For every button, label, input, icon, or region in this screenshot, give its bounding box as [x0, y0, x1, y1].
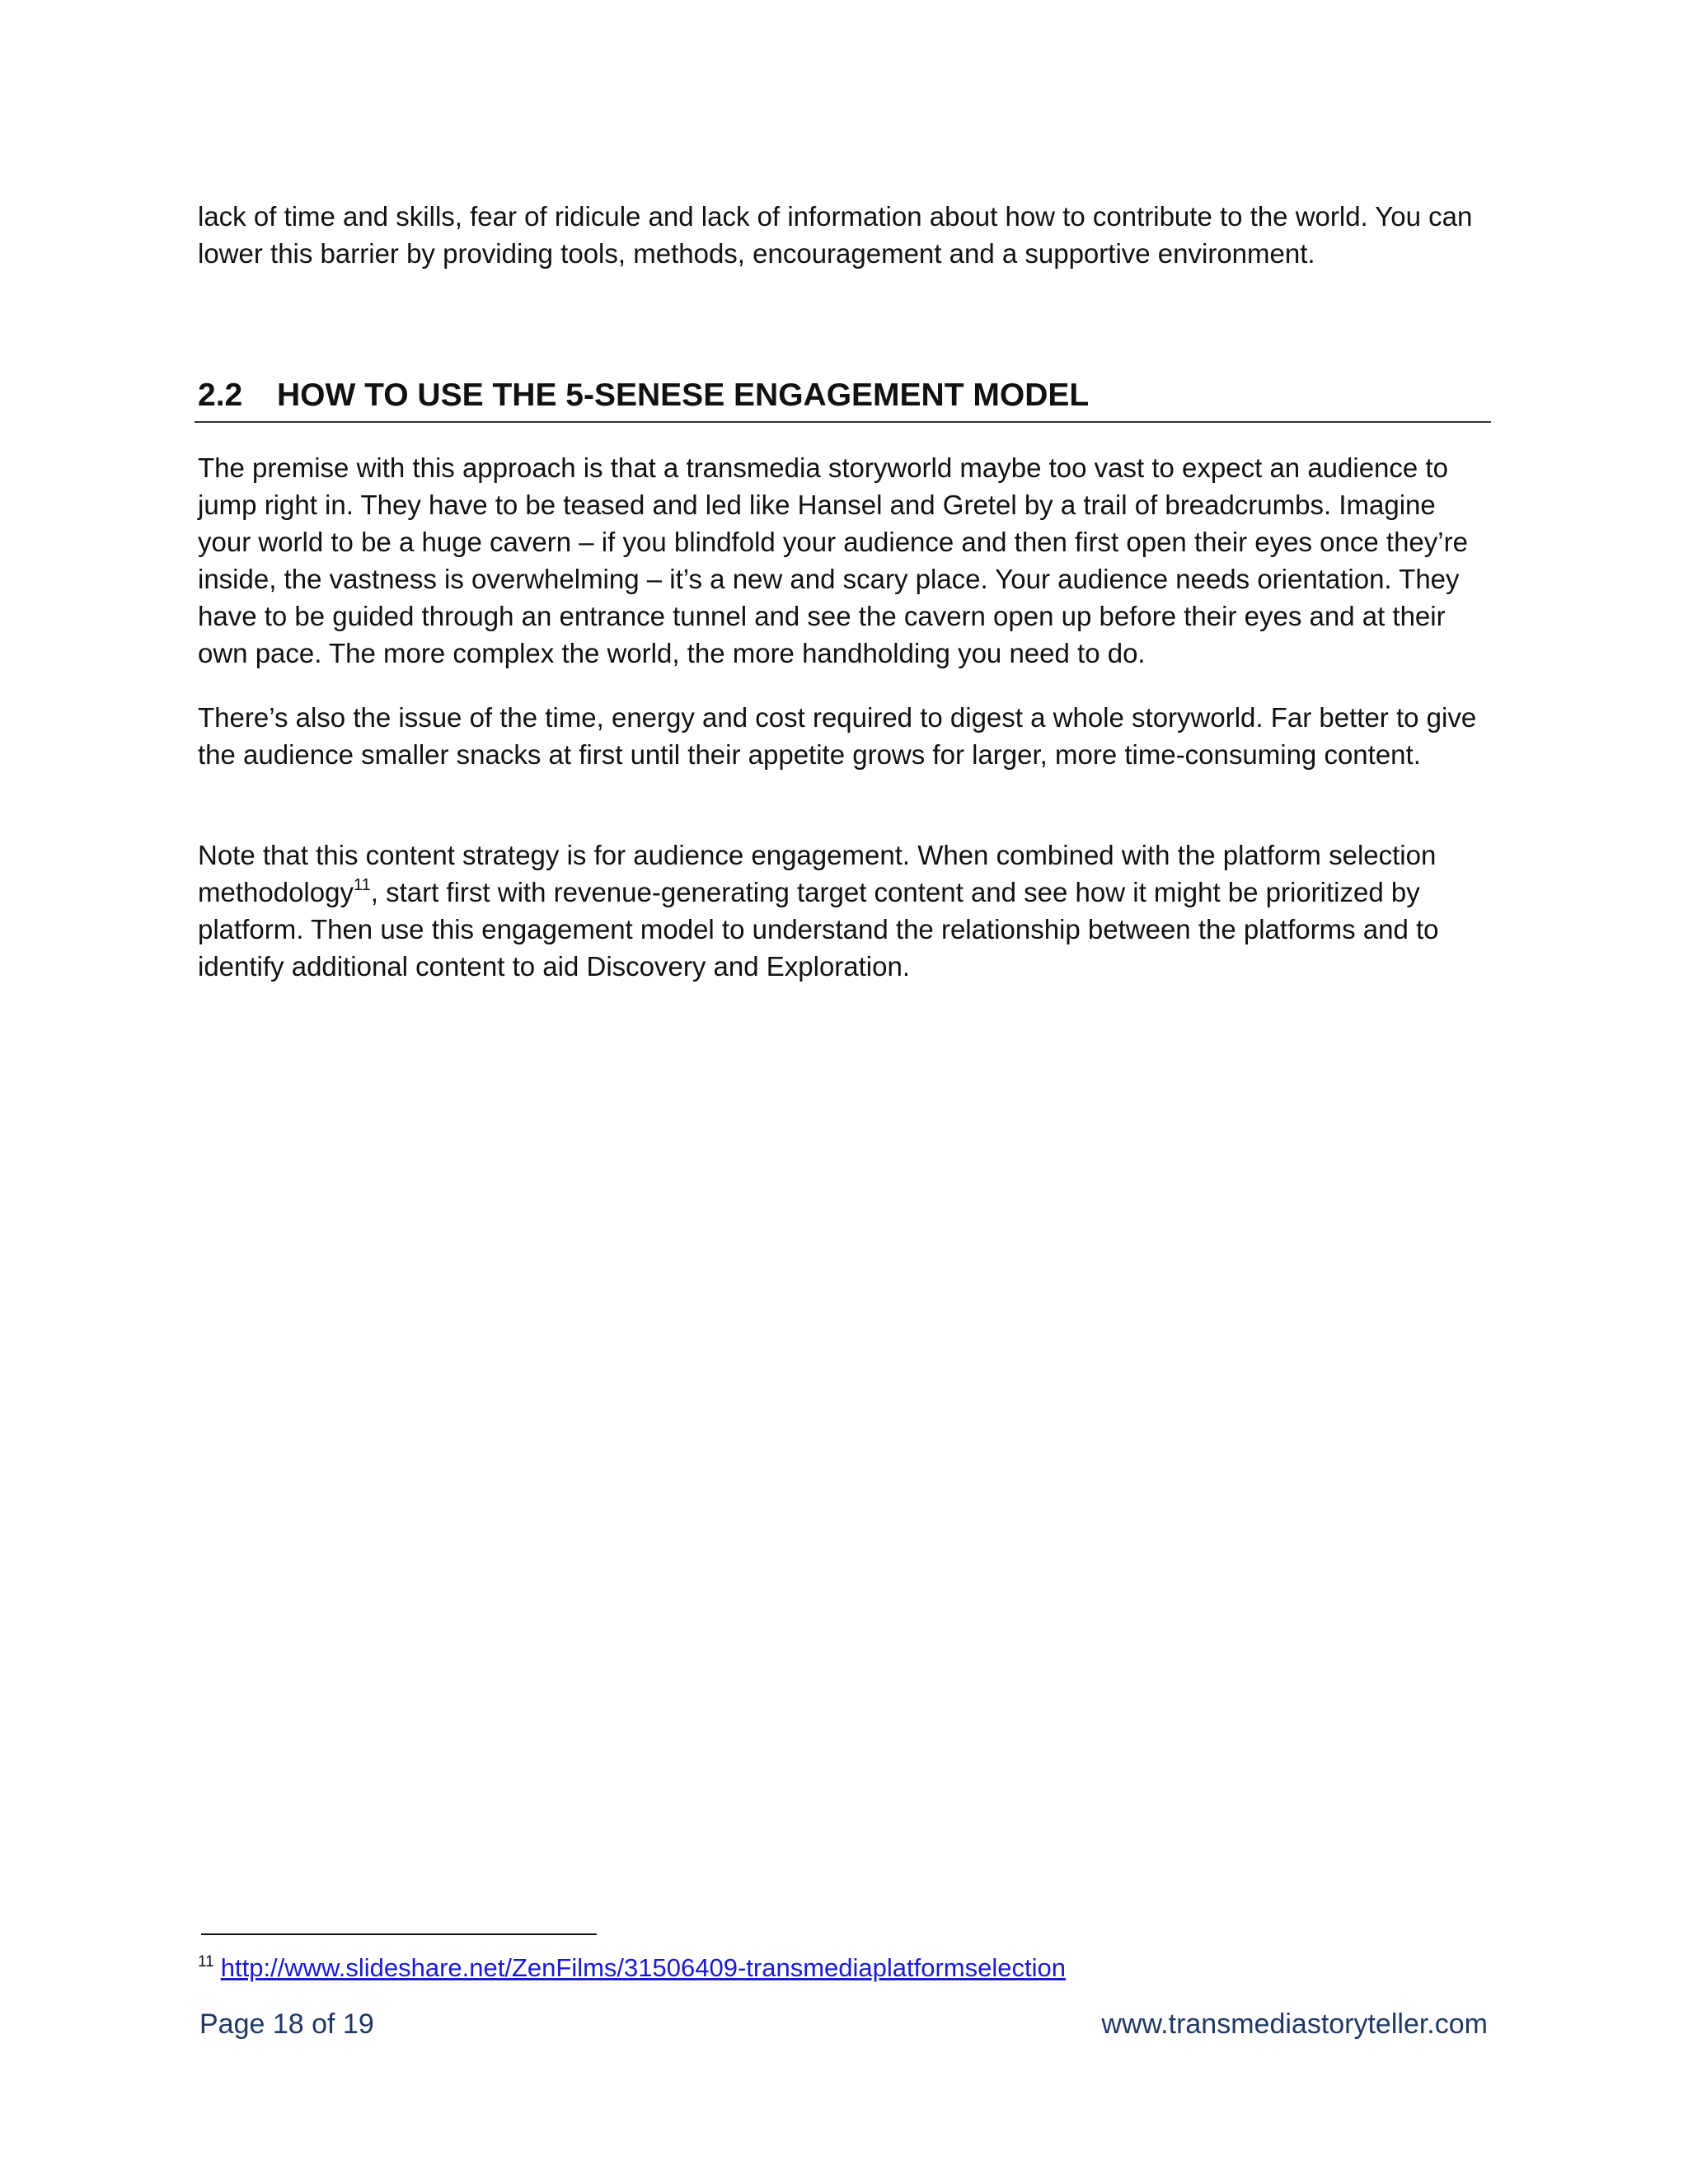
footnote-separator — [201, 1933, 597, 1935]
section-number: 2.2 — [198, 377, 243, 413]
paragraph-text-before-ref: Note that this content strategy is for audience engagement. When combined with the platform selection methodology — [198, 840, 1437, 907]
body-paragraph-time-energy: There’s also the issue of the time, energy and cost required to digest a whole storyworld. Far better to give the audience smaller snacks at first until their appetite grows for larger, more time-consuming content. — [198, 702, 1477, 770]
footer-website: www.transmediastoryteller.com — [1101, 2008, 1488, 2040]
footnote-reference[interactable]: 11 — [353, 876, 371, 894]
intro-paragraph: lack of time and skills, fear of ridicule and lack of information about how to contribute to the world. You can lower this barrier by providing tools, methods, encouragement and a supportive environment. — [198, 201, 1473, 269]
body-paragraph-premise: The premise with this approach is that a transmedia storyworld maybe too vast to expect an audience to jump right in. They have to be teased and led like Hansel and Gretel by a trail of breadcrumbs. Imagine your world to be a huge cavern – if you blindfold your audience and then first open their eyes once they’re inside, the vastness is overwhelming – it’s a new and scary place. Your audience needs orientation. They have to be guided through an entrance tunnel and see the cavern open up before their eyes and at their own pace. The more complex the world, the more handholding you need to do. — [198, 452, 1468, 668]
paragraph-text-after-ref: , start first with revenue-generating target content and see how it might be prioritized by platform. Then use this engagement model to understand the relationship between the platforms and to identify additional content to aid Discovery and Exploration. — [198, 877, 1439, 982]
body-paragraph-content-strategy — [198, 837, 1488, 985]
footnote-link[interactable]: http://www.slideshare.net/ZenFilms/31506409-transmediaplatformselection — [220, 1953, 1066, 1982]
section-title: HOW TO USE THE 5-SENESE ENGAGEMENT MODEL — [277, 377, 1090, 413]
document-page — [198, 0, 1488, 2184]
footnote — [198, 1945, 1066, 1985]
footer-page-number: Page 18 of 19 — [199, 2008, 374, 2040]
footnote-number: 11 — [198, 1953, 214, 1971]
section-heading — [195, 375, 1491, 423]
